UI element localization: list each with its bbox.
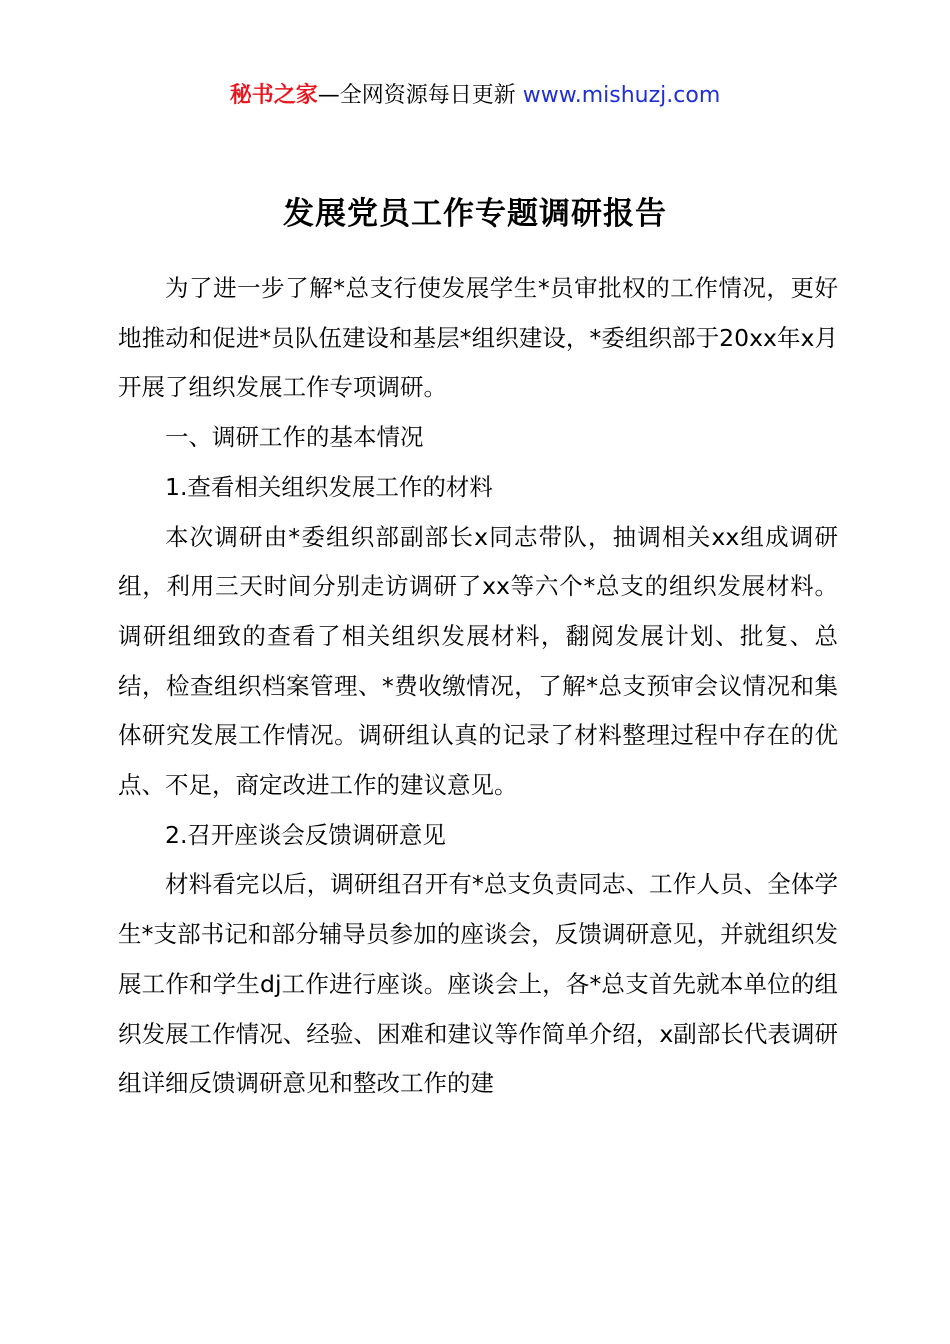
subsection-heading-1: 1.查看相关组织发展工作的材料 (165, 472, 493, 501)
document-title: 发展党员工作专题调研报告 (283, 196, 667, 232)
site-banner (0, 80, 950, 112)
site-tagline: —全网资源每日更新 (317, 83, 516, 108)
document-body (118, 264, 838, 1109)
paragraph-intro: 为了进一步了解*总支行使发展学生*员审批权的工作情况，更好地推动和促进*员队伍建设和基层*组织建设，*委组织部于20xx年x月开展了组织发展工作专项调研。 (118, 274, 838, 402)
site-url-link[interactable]: www.mishuzj.com (522, 83, 721, 108)
site-brand: 秘书之家 (229, 83, 318, 108)
subsection-heading-2: 2.召开座谈会反馈调研意见 (165, 820, 446, 849)
paragraph-meeting: 材料看完以后，调研组召开有*总支负责同志、工作人员、全体学生*支部书记和部分辅导员参加的座谈会，反馈调研意见，并就组织发展工作和学生dj工作进行座谈。座谈会上，各*总支首先就本单位的组织发展工作情况、经验、困难和建议等作简单介绍，x副部长代表调研组详细反馈调研意见和整改工作的建 (118, 870, 839, 1098)
section-heading-1: 一、调研工作的基本情况 (165, 423, 424, 452)
paragraph-materials: 本次调研由*委组织部副部长x同志带队，抽调相关xx组成调研组，利用三天时间分别走访调研了xx等六个*总支的组织发展材料。调研组细致的查看了相关组织发展材料，翻阅发展计划、批复、总结，检查组织档案管理、*费收缴情况，了解*总支预审会议情况和集体研究发展工作情况。调研组认真的记录了材料整理过程中存在的优点、不足，商定改进工作的建议意见。 (118, 522, 838, 800)
